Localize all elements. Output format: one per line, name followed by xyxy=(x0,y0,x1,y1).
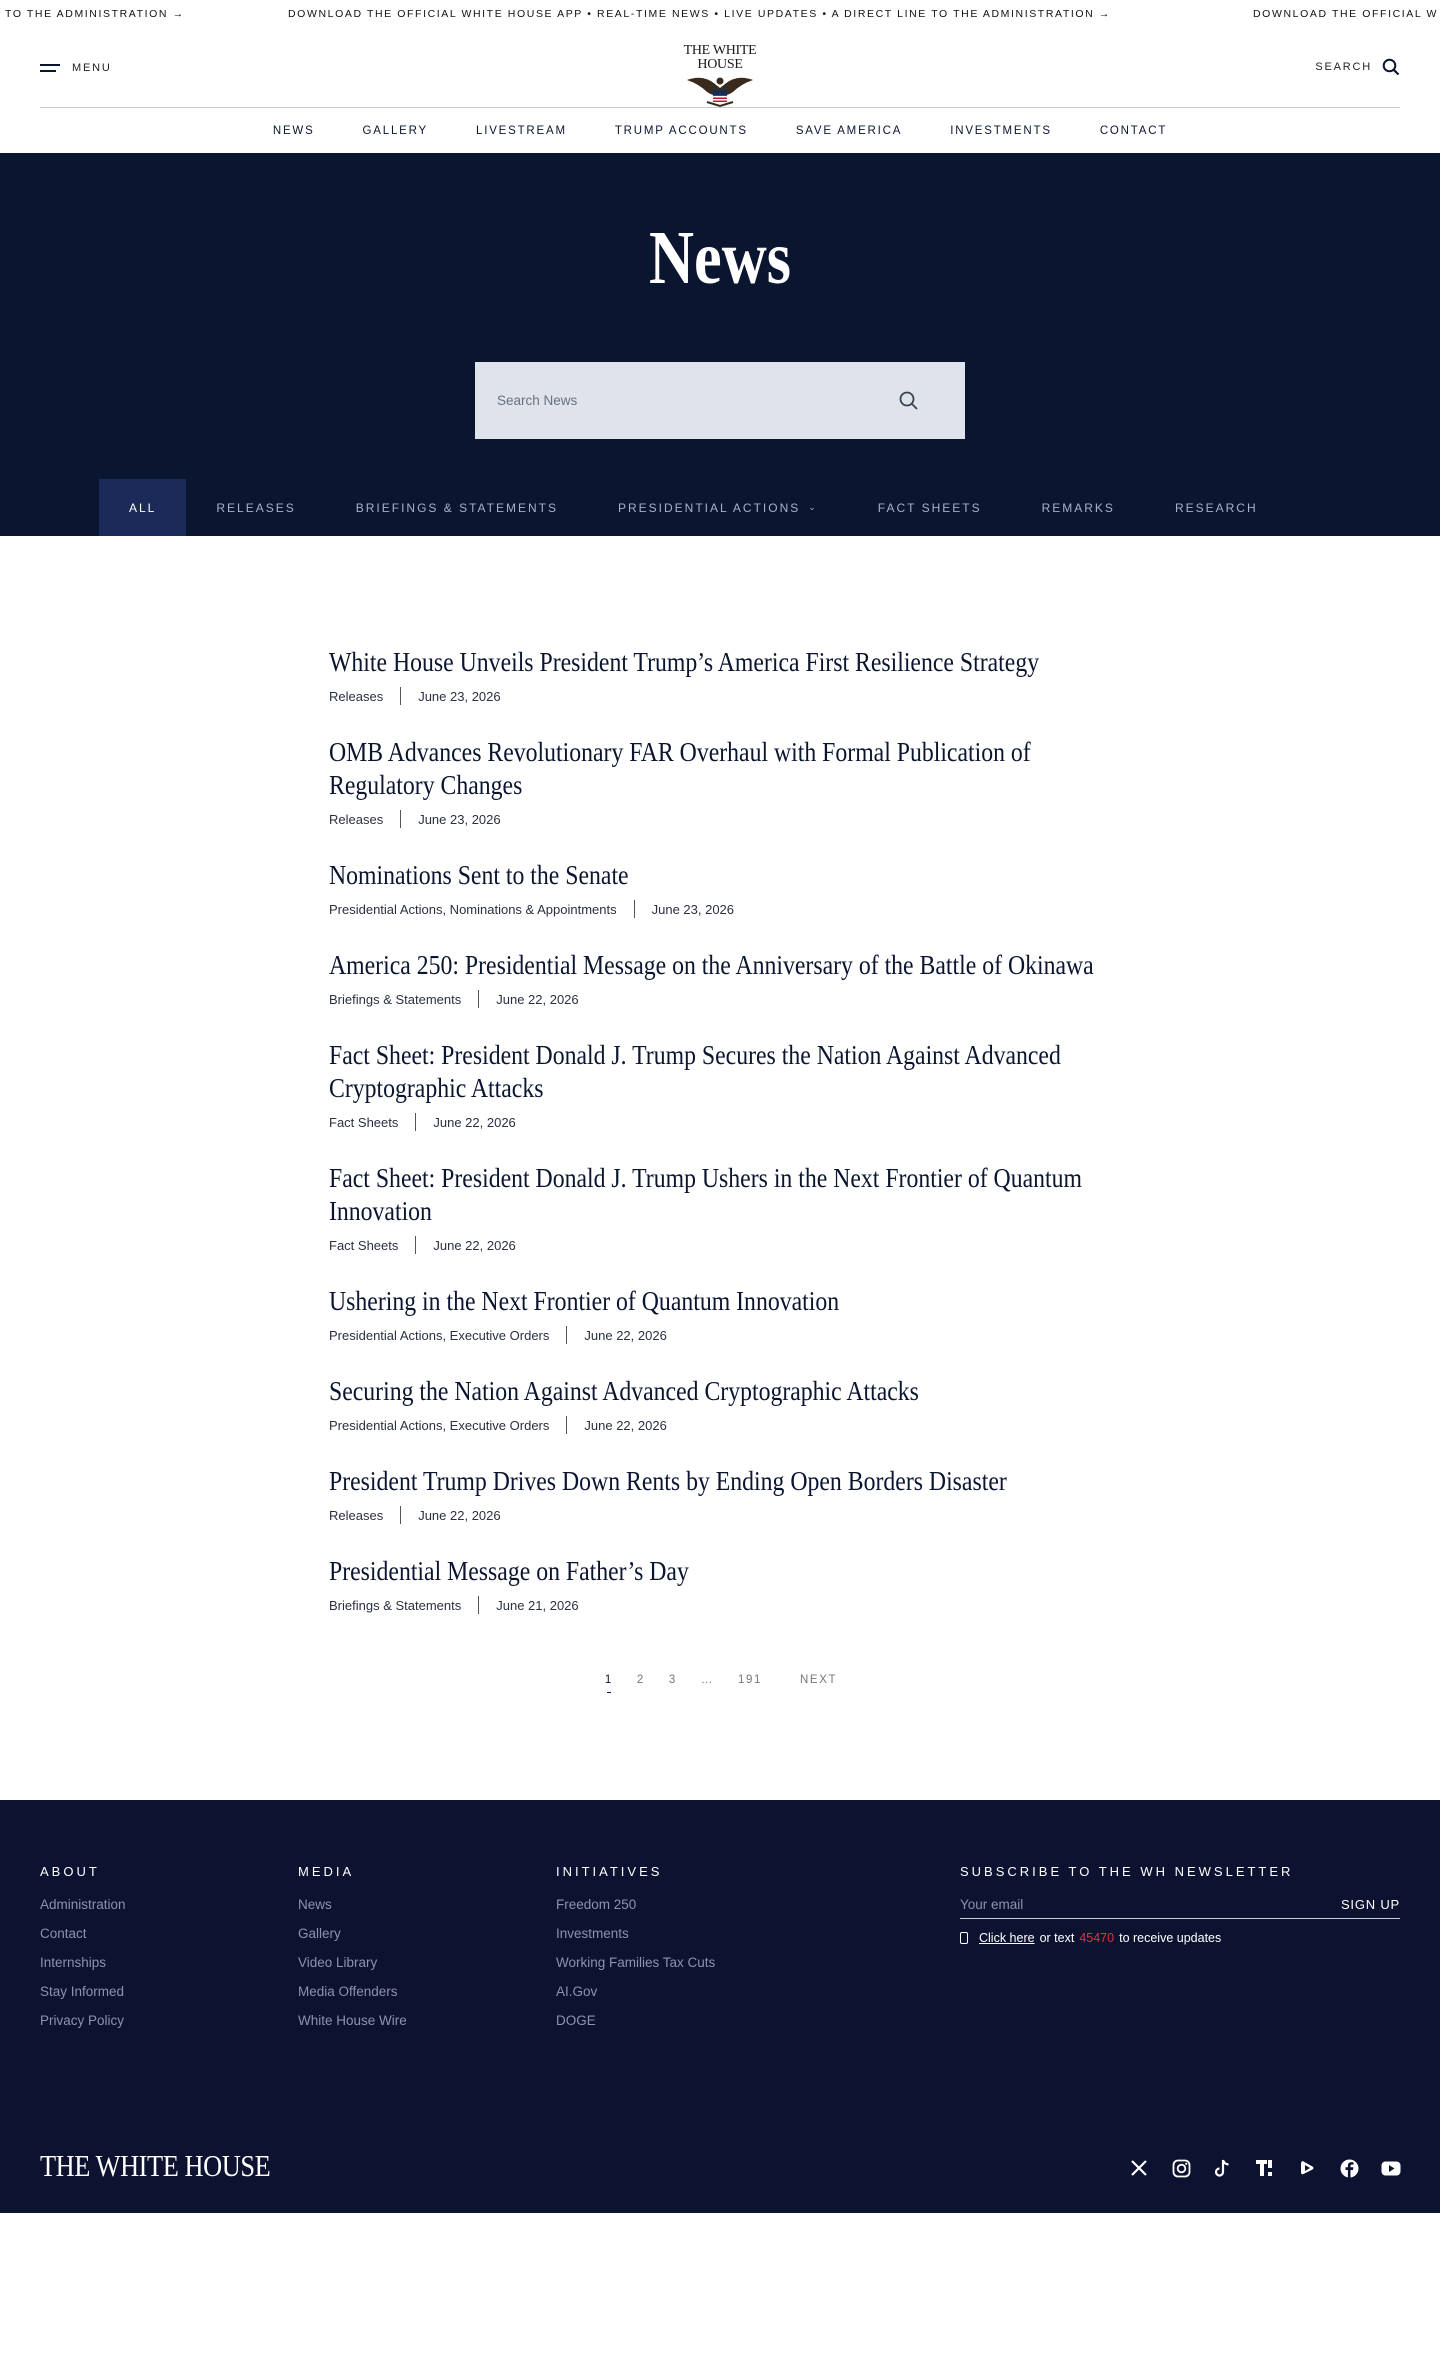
chevron-down-icon: ⌄ xyxy=(808,502,818,512)
email-field[interactable] xyxy=(960,1897,1341,1912)
page-link-current[interactable]: 1 xyxy=(593,1674,625,1686)
news-meta xyxy=(329,1236,1119,1254)
news-title[interactable]: America 250: Presidential Message on the Anniversary of the Battle of Okinawa xyxy=(329,950,1094,980)
list-item xyxy=(329,859,1119,918)
tab-presidential-actions[interactable] xyxy=(588,479,848,536)
news-category[interactable]: Releases xyxy=(329,1507,384,1523)
menu-label: MENU xyxy=(72,62,112,74)
footer-link[interactable]: Investments xyxy=(556,1926,629,1941)
news-title[interactable]: Fact Sheet: President Donald J. Trump Ushers in the Next Frontier of Quantum Innovation xyxy=(329,1163,1082,1226)
page-title: News xyxy=(649,216,791,300)
phone-icon xyxy=(960,1932,968,1944)
tab-releases[interactable]: RELEASES xyxy=(216,500,296,515)
list-item xyxy=(329,646,1119,705)
footer-link[interactable]: Working Families Tax Cuts xyxy=(556,1955,716,1970)
newsletter-form xyxy=(960,1897,1400,1919)
news-meta xyxy=(329,900,1119,918)
meta-divider xyxy=(400,1506,401,1524)
header-search-button[interactable] xyxy=(1315,58,1400,76)
page-link[interactable]: 2 xyxy=(636,1674,645,1686)
list-item xyxy=(329,1555,1119,1614)
nav-save-america[interactable]: SAVE AMERICA xyxy=(795,124,903,137)
news-date: June 22, 2026 xyxy=(584,1327,667,1343)
list-item xyxy=(329,1375,1119,1434)
news-meta xyxy=(329,810,1119,828)
news-meta xyxy=(329,1506,1119,1524)
meta-divider xyxy=(400,810,401,828)
x-icon[interactable] xyxy=(1128,2157,1150,2179)
list-item xyxy=(329,949,1119,1008)
news-title[interactable]: White House Unveils President Trump’s America First Resilience Strategy xyxy=(329,647,1040,677)
pagination xyxy=(0,1674,1440,1686)
footer-link[interactable]: AI.Gov xyxy=(556,1984,598,1999)
search-icon xyxy=(1382,58,1400,76)
meta-divider xyxy=(566,1416,567,1434)
ticker-segment[interactable]: DOWNLOAD THE OFFICIAL W xyxy=(1253,8,1438,20)
news-date: June 21, 2026 xyxy=(496,1597,579,1613)
social-links xyxy=(1128,2157,1402,2179)
news-search-box xyxy=(475,362,965,439)
tab-research[interactable]: RESEARCH xyxy=(1174,500,1258,515)
site-logo[interactable] xyxy=(660,44,780,96)
menu-button[interactable] xyxy=(40,62,112,74)
tiktok-icon[interactable] xyxy=(1212,2157,1234,2179)
tab-briefings-statements[interactable]: BRIEFINGS & STATEMENTS xyxy=(355,500,558,515)
facebook-icon[interactable] xyxy=(1338,2157,1360,2179)
click-here-link[interactable]: Click here xyxy=(979,1931,1035,1945)
meta-divider xyxy=(400,687,401,705)
hamburger-icon xyxy=(40,63,60,73)
news-date: June 22, 2026 xyxy=(433,1114,516,1130)
nav-contact[interactable]: CONTACT xyxy=(1099,124,1168,137)
news-search-input[interactable] xyxy=(497,393,897,408)
list-item xyxy=(329,736,1119,828)
footer-link[interactable]: News xyxy=(298,1897,332,1912)
footer-link[interactable]: Video Library xyxy=(298,1955,378,1970)
footer-initiatives xyxy=(556,1864,715,2042)
page-link[interactable]: 3 xyxy=(668,1674,677,1686)
footer-link[interactable]: Gallery xyxy=(298,1926,341,1941)
search-label: SEARCH xyxy=(1315,61,1372,73)
truth-social-icon[interactable] xyxy=(1254,2157,1276,2179)
nav-gallery[interactable]: GALLERY xyxy=(362,124,428,137)
news-date: June 22, 2026 xyxy=(418,1507,501,1523)
next-page-button[interactable]: NEXT xyxy=(800,1674,838,1686)
or-text: or text xyxy=(1039,1931,1075,1945)
news-date: June 22, 2026 xyxy=(496,991,579,1007)
footer-link[interactable]: White House Wire xyxy=(298,2013,407,2028)
tab-remarks[interactable]: REMARKS xyxy=(1041,500,1115,515)
footer-heading: MEDIA xyxy=(298,1864,355,1879)
list-item xyxy=(329,1162,1119,1254)
meta-divider xyxy=(566,1326,567,1344)
footer-heading: INITIATIVES xyxy=(556,1864,663,1879)
footer-link[interactable]: Internships xyxy=(40,1955,107,1970)
news-list xyxy=(329,536,1119,1614)
news-category[interactable]: Presidential Actions, Nominations & Appointments xyxy=(329,901,617,917)
sms-suffix: to receive updates xyxy=(1119,1931,1222,1945)
ticker-segment[interactable]: DOWNLOAD THE OFFICIAL WHITE HOUSE APP • REAL-TIME NEWS • LIVE UPDATES • A DIRECT LINE TO THE ADMINISTRATION → xyxy=(288,8,1111,20)
news-meta xyxy=(329,1596,1119,1614)
news-date: June 23, 2026 xyxy=(418,811,501,827)
news-category[interactable]: Briefings & Statements xyxy=(329,991,462,1007)
tab-fact-sheets[interactable]: FACT SHEETS xyxy=(877,500,982,515)
sms-code: 45470 xyxy=(1079,1931,1115,1945)
news-date: June 23, 2026 xyxy=(651,901,735,917)
news-category[interactable]: Presidential Actions, Executive Orders xyxy=(329,1327,550,1343)
eagle-seal-icon xyxy=(685,72,755,108)
nav-investments[interactable]: INVESTMENTS xyxy=(950,124,1052,137)
news-meta xyxy=(329,990,1119,1008)
news-category[interactable]: Fact Sheets xyxy=(329,1237,399,1253)
meta-divider xyxy=(415,1113,416,1131)
list-item xyxy=(329,1039,1119,1131)
sms-signup-text xyxy=(960,1931,1400,1945)
footer-link[interactable]: Freedom 250 xyxy=(556,1897,637,1912)
newsletter-heading: SUBSCRIBE TO THE WH NEWSLETTER xyxy=(960,1864,1294,1879)
list-item xyxy=(329,1285,1119,1344)
footer-link[interactable]: Media Offenders xyxy=(298,1984,398,1999)
tab-all[interactable]: ALL xyxy=(99,479,186,536)
ticker-segment[interactable]: TO THE ADMINISTRATION → xyxy=(5,8,185,20)
rumble-icon[interactable] xyxy=(1296,2157,1318,2179)
news-category[interactable]: Briefings & Statements xyxy=(329,1597,462,1613)
newsletter-signup xyxy=(960,1864,1400,1945)
announcement-ticker[interactable] xyxy=(0,0,1440,28)
nav-trump-accounts[interactable]: TRUMP ACCOUNTS xyxy=(614,124,748,137)
page-ellipsis: … xyxy=(700,1674,715,1686)
nav-livestream[interactable]: LIVESTREAM xyxy=(476,124,567,137)
news-meta xyxy=(329,1416,1119,1434)
site-header xyxy=(40,28,1400,108)
filter-tabs xyxy=(99,479,1288,536)
main-nav xyxy=(0,108,1440,153)
youtube-icon[interactable] xyxy=(1380,2157,1402,2179)
footer-link[interactable]: Contact xyxy=(40,1926,87,1941)
news-category[interactable]: Fact Sheets xyxy=(329,1114,399,1130)
page-link-last[interactable]: 191 xyxy=(738,1674,763,1686)
site-footer xyxy=(0,1800,1440,2213)
news-title[interactable]: OMB Advances Revolutionary FAR Overhaul with Formal Publication of Regulatory Changes xyxy=(329,737,1031,800)
footer-link[interactable]: Stay Informed xyxy=(40,1984,125,1999)
news-category[interactable]: Releases xyxy=(329,811,384,827)
news-title[interactable]: Securing the Nation Against Advanced Cryptographic Attacks xyxy=(329,1376,919,1406)
footer-link[interactable]: Administration xyxy=(40,1897,126,1912)
news-title[interactable]: Nominations Sent to the Senate xyxy=(329,860,629,890)
sign-up-button[interactable]: SIGN UP xyxy=(1340,1897,1400,1912)
footer-link[interactable]: DOGE xyxy=(556,2013,596,2028)
news-date: June 22, 2026 xyxy=(584,1417,667,1433)
tab-label: PRESIDENTIAL ACTIONS xyxy=(617,500,801,515)
search-icon[interactable] xyxy=(897,389,921,413)
news-date: June 22, 2026 xyxy=(433,1237,516,1253)
news-title[interactable]: Ushering in the Next Frontier of Quantum Innovation xyxy=(329,1286,840,1316)
news-category[interactable]: Releases xyxy=(329,688,384,704)
news-meta xyxy=(329,687,1119,705)
meta-divider xyxy=(634,900,635,918)
logo-wordmark: THE WHITE HOUSE xyxy=(683,43,757,72)
footer-about xyxy=(40,1864,126,2042)
list-item xyxy=(329,1465,1119,1524)
footer-media xyxy=(298,1864,407,2042)
meta-divider xyxy=(415,1236,416,1254)
footer-heading: ABOUT xyxy=(40,1864,100,1879)
nav-news[interactable]: NEWS xyxy=(272,124,315,137)
news-meta xyxy=(329,1113,1119,1131)
instagram-icon[interactable] xyxy=(1170,2157,1192,2179)
news-title[interactable]: Fact Sheet: President Donald J. Trump Secures the Nation Against Advanced Cryptographic Attacks xyxy=(329,1040,1061,1103)
news-meta xyxy=(329,1326,1119,1344)
footer-logo[interactable]: THE WHITE HOUSE xyxy=(40,2148,271,2183)
news-category[interactable]: Presidential Actions, Executive Orders xyxy=(329,1417,550,1433)
news-date: June 23, 2026 xyxy=(418,688,501,704)
news-title[interactable]: Presidential Message on Father’s Day xyxy=(329,1556,689,1586)
footer-link[interactable]: Privacy Policy xyxy=(40,2013,125,2028)
meta-divider xyxy=(478,990,479,1008)
news-hero xyxy=(0,153,1440,536)
news-title[interactable]: President Trump Drives Down Rents by Ending Open Borders Disaster xyxy=(329,1466,1007,1496)
meta-divider xyxy=(478,1596,479,1614)
